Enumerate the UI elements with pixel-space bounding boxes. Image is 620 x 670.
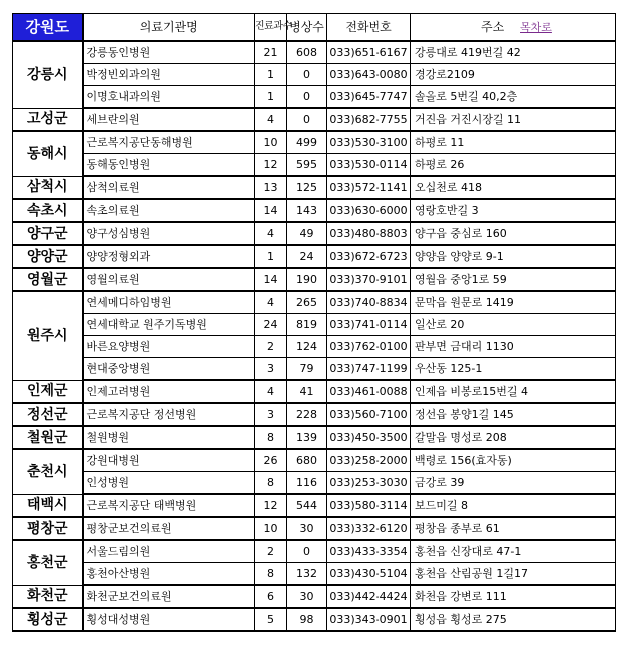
hospital-name-cell: 근로복지공단동해병원 xyxy=(83,131,255,154)
clinic-depts-cell: 4 xyxy=(255,108,287,131)
clinic-depts-cell: 14 xyxy=(255,199,287,222)
clinic-depts-cell: 5 xyxy=(255,608,287,631)
address-header-label: 주소 xyxy=(481,20,505,34)
table-row xyxy=(13,199,616,222)
hospital-name-cell: 횡성대성병원 xyxy=(83,608,255,631)
beds-header: 병상수 xyxy=(287,14,327,42)
beds-cell: 124 xyxy=(287,336,327,358)
phone-cell: 033)253-3030 xyxy=(327,472,411,495)
beds-cell: 0 xyxy=(287,540,327,563)
beds-cell: 0 xyxy=(287,64,327,86)
region-cell: 고성군 xyxy=(13,108,83,131)
table-row xyxy=(13,380,616,403)
clinic-depts-cell: 26 xyxy=(255,449,287,472)
table-row xyxy=(13,563,616,586)
address-cell: 하평로 26 xyxy=(411,154,616,177)
hospital-name-cell: 세브란의원 xyxy=(83,108,255,131)
beds-cell: 819 xyxy=(287,314,327,336)
phone-cell: 033)747-1199 xyxy=(327,358,411,381)
clinic-depts-cell: 21 xyxy=(255,41,287,64)
phone-cell: 033)572-1141 xyxy=(327,176,411,199)
table-row xyxy=(13,403,616,426)
beds-cell: 30 xyxy=(287,517,327,540)
phone-cell: 033)645-7747 xyxy=(327,86,411,109)
address-cell: 홍천읍 신장대로 47-1 xyxy=(411,540,616,563)
phone-cell: 033)530-3100 xyxy=(327,131,411,154)
table-body xyxy=(13,41,616,631)
address-cell: 화천읍 강변로 111 xyxy=(411,585,616,608)
beds-cell: 0 xyxy=(287,108,327,131)
beds-cell: 265 xyxy=(287,291,327,314)
beds-cell: 79 xyxy=(287,358,327,381)
clinic-depts-cell: 3 xyxy=(255,358,287,381)
hospital-name-cell: 강원대병원 xyxy=(83,449,255,472)
address-cell: 판부면 금대리 1130 xyxy=(411,336,616,358)
clinic-depts-cell: 10 xyxy=(255,517,287,540)
address-cell: 양양읍 양양로 9-1 xyxy=(411,245,616,268)
phone-cell: 033)530-0114 xyxy=(327,154,411,177)
beds-cell: 0 xyxy=(287,86,327,109)
beds-cell: 24 xyxy=(287,245,327,268)
address-cell: 경강로2109 xyxy=(411,64,616,86)
table-row xyxy=(13,358,616,381)
phone-cell: 033)643-0080 xyxy=(327,64,411,86)
table-row xyxy=(13,64,616,86)
hospital-name-cell: 평창군보건의료원 xyxy=(83,517,255,540)
region-cell: 춘천시 xyxy=(13,449,83,494)
clinic-depts-cell: 4 xyxy=(255,380,287,403)
phone-cell: 033)433-3354 xyxy=(327,540,411,563)
region-cell: 원주시 xyxy=(13,291,83,380)
beds-cell: 190 xyxy=(287,268,327,291)
hospital-name-cell: 서울드림의원 xyxy=(83,540,255,563)
hospital-name-cell: 연세대학교 원주기독병원 xyxy=(83,314,255,336)
toc-link[interactable]: 목차로 xyxy=(520,21,552,34)
beds-cell: 125 xyxy=(287,176,327,199)
table-row xyxy=(13,245,616,268)
clinic-depts-header: 진료과수 xyxy=(255,14,287,42)
table-row xyxy=(13,449,616,472)
region-cell: 철원군 xyxy=(13,426,83,449)
address-cell: 우산동 125-1 xyxy=(411,358,616,381)
phone-header: 전화번호 xyxy=(327,14,411,42)
table-row xyxy=(13,494,616,517)
beds-cell: 41 xyxy=(287,380,327,403)
clinic-depts-cell: 4 xyxy=(255,291,287,314)
address-cell: 거진읍 거진시장길 11 xyxy=(411,108,616,131)
hospital-name-cell: 근로복지공단 정선병원 xyxy=(83,403,255,426)
region-cell: 양양군 xyxy=(13,245,83,268)
clinic-depts-cell: 8 xyxy=(255,563,287,586)
hospital-name-cell: 바른요양병원 xyxy=(83,336,255,358)
address-cell: 오십천로 418 xyxy=(411,176,616,199)
address-cell: 양구읍 중심로 160 xyxy=(411,222,616,245)
table-row xyxy=(13,336,616,358)
beds-cell: 680 xyxy=(287,449,327,472)
phone-cell: 033)630-6000 xyxy=(327,199,411,222)
table-row xyxy=(13,268,616,291)
address-cell: 인제읍 비봉로15번길 4 xyxy=(411,380,616,403)
hospital-name-cell: 양양정형외과 xyxy=(83,245,255,268)
region-cell: 인제군 xyxy=(13,380,83,403)
clinic-depts-cell: 12 xyxy=(255,154,287,177)
table-row xyxy=(13,540,616,563)
beds-cell: 49 xyxy=(287,222,327,245)
region-cell: 강릉시 xyxy=(13,41,83,108)
hospital-table xyxy=(12,13,616,632)
table-row xyxy=(13,585,616,608)
hospital-name-cell: 화천군보건의료원 xyxy=(83,585,255,608)
phone-cell: 033)343-0901 xyxy=(327,608,411,631)
address-cell: 문막읍 원문로 1419 xyxy=(411,291,616,314)
phone-cell: 033)430-5104 xyxy=(327,563,411,586)
address-header xyxy=(411,14,616,42)
address-cell: 횡성읍 횡성로 275 xyxy=(411,608,616,631)
region-cell: 삼척시 xyxy=(13,176,83,199)
hospital-name-cell: 홍천아산병원 xyxy=(83,563,255,586)
address-cell: 보드미길 8 xyxy=(411,494,616,517)
address-cell: 솔올로 5번길 40,2층 xyxy=(411,86,616,109)
address-cell: 홍천읍 산림공원 1길17 xyxy=(411,563,616,586)
address-cell: 일산로 20 xyxy=(411,314,616,336)
table-row xyxy=(13,472,616,495)
address-cell: 백령로 156(효자동) xyxy=(411,449,616,472)
phone-cell: 033)442-4424 xyxy=(327,585,411,608)
beds-cell: 132 xyxy=(287,563,327,586)
clinic-depts-cell: 12 xyxy=(255,494,287,517)
region-cell: 횡성군 xyxy=(13,608,83,631)
address-cell: 영월읍 중앙1로 59 xyxy=(411,268,616,291)
hospital-name-cell: 삼척의료원 xyxy=(83,176,255,199)
beds-cell: 499 xyxy=(287,131,327,154)
clinic-depts-cell: 1 xyxy=(255,86,287,109)
clinic-depts-cell: 24 xyxy=(255,314,287,336)
beds-cell: 98 xyxy=(287,608,327,631)
hospital-name-cell: 양구성심병원 xyxy=(83,222,255,245)
phone-cell: 033)741-0114 xyxy=(327,314,411,336)
region-cell: 화천군 xyxy=(13,585,83,608)
phone-cell: 033)370-9101 xyxy=(327,268,411,291)
phone-cell: 033)672-6723 xyxy=(327,245,411,268)
region-cell: 양구군 xyxy=(13,222,83,245)
clinic-depts-cell: 13 xyxy=(255,176,287,199)
clinic-depts-cell: 6 xyxy=(255,585,287,608)
table-row xyxy=(13,41,616,64)
table-row xyxy=(13,222,616,245)
region-cell: 정선군 xyxy=(13,403,83,426)
province-header: 강원도 xyxy=(13,14,83,42)
address-cell: 정선읍 봉양1길 145 xyxy=(411,403,616,426)
table-row xyxy=(13,426,616,449)
address-cell: 금강로 39 xyxy=(411,472,616,495)
beds-cell: 143 xyxy=(287,199,327,222)
table-row xyxy=(13,314,616,336)
phone-cell: 033)740-8834 xyxy=(327,291,411,314)
hospital-name-cell: 영월의료원 xyxy=(83,268,255,291)
header-row xyxy=(13,14,616,42)
hospital-name-cell: 동해동인병원 xyxy=(83,154,255,177)
table-row xyxy=(13,517,616,540)
hospital-name-cell: 강릉동인병원 xyxy=(83,41,255,64)
table-row xyxy=(13,608,616,631)
table-row xyxy=(13,291,616,314)
phone-cell: 033)651-6167 xyxy=(327,41,411,64)
clinic-depts-cell: 8 xyxy=(255,426,287,449)
clinic-depts-cell: 14 xyxy=(255,268,287,291)
clinic-depts-cell: 1 xyxy=(255,245,287,268)
region-cell: 태백시 xyxy=(13,494,83,517)
table-row xyxy=(13,108,616,131)
clinic-depts-cell: 4 xyxy=(255,222,287,245)
beds-cell: 544 xyxy=(287,494,327,517)
address-cell: 하평로 11 xyxy=(411,131,616,154)
hospital-name-cell: 인제고려병원 xyxy=(83,380,255,403)
region-cell: 속초시 xyxy=(13,199,83,222)
hospital-name-cell: 인성병원 xyxy=(83,472,255,495)
phone-cell: 033)560-7100 xyxy=(327,403,411,426)
phone-cell: 033)682-7755 xyxy=(327,108,411,131)
hospital-name-cell: 근로복지공단 태백병원 xyxy=(83,494,255,517)
clinic-depts-cell: 3 xyxy=(255,403,287,426)
table-row xyxy=(13,131,616,154)
phone-cell: 033)450-3500 xyxy=(327,426,411,449)
phone-cell: 033)762-0100 xyxy=(327,336,411,358)
phone-cell: 033)580-3114 xyxy=(327,494,411,517)
hospital-name-cell: 철원병원 xyxy=(83,426,255,449)
hospital-name-cell: 현대중앙병원 xyxy=(83,358,255,381)
address-cell: 평창읍 종부로 61 xyxy=(411,517,616,540)
phone-cell: 033)258-2000 xyxy=(327,449,411,472)
address-cell: 강릉대로 419번길 42 xyxy=(411,41,616,64)
phone-cell: 033)461-0088 xyxy=(327,380,411,403)
clinic-depts-cell: 2 xyxy=(255,540,287,563)
region-cell: 평창군 xyxy=(13,517,83,540)
beds-cell: 30 xyxy=(287,585,327,608)
beds-cell: 228 xyxy=(287,403,327,426)
hospital-name-cell: 속초의료원 xyxy=(83,199,255,222)
phone-cell: 033)332-6120 xyxy=(327,517,411,540)
beds-cell: 116 xyxy=(287,472,327,495)
name-header: 의료기관명 xyxy=(83,14,255,42)
clinic-depts-cell: 10 xyxy=(255,131,287,154)
clinic-depts-cell: 8 xyxy=(255,472,287,495)
table-row xyxy=(13,176,616,199)
region-cell: 동해시 xyxy=(13,131,83,176)
beds-cell: 139 xyxy=(287,426,327,449)
hospital-name-cell: 박정빈외과의원 xyxy=(83,64,255,86)
hospital-name-cell: 연세메디하임병원 xyxy=(83,291,255,314)
region-cell: 홍천군 xyxy=(13,540,83,585)
table-row xyxy=(13,154,616,177)
clinic-depts-cell: 2 xyxy=(255,336,287,358)
beds-cell: 608 xyxy=(287,41,327,64)
hospital-name-cell: 이명호내과의원 xyxy=(83,86,255,109)
region-cell: 영월군 xyxy=(13,268,83,291)
phone-cell: 033)480-8803 xyxy=(327,222,411,245)
clinic-depts-cell: 1 xyxy=(255,64,287,86)
address-cell: 갈말읍 명성로 208 xyxy=(411,426,616,449)
beds-cell: 595 xyxy=(287,154,327,177)
address-cell: 영랑호반길 3 xyxy=(411,199,616,222)
table-row xyxy=(13,86,616,109)
